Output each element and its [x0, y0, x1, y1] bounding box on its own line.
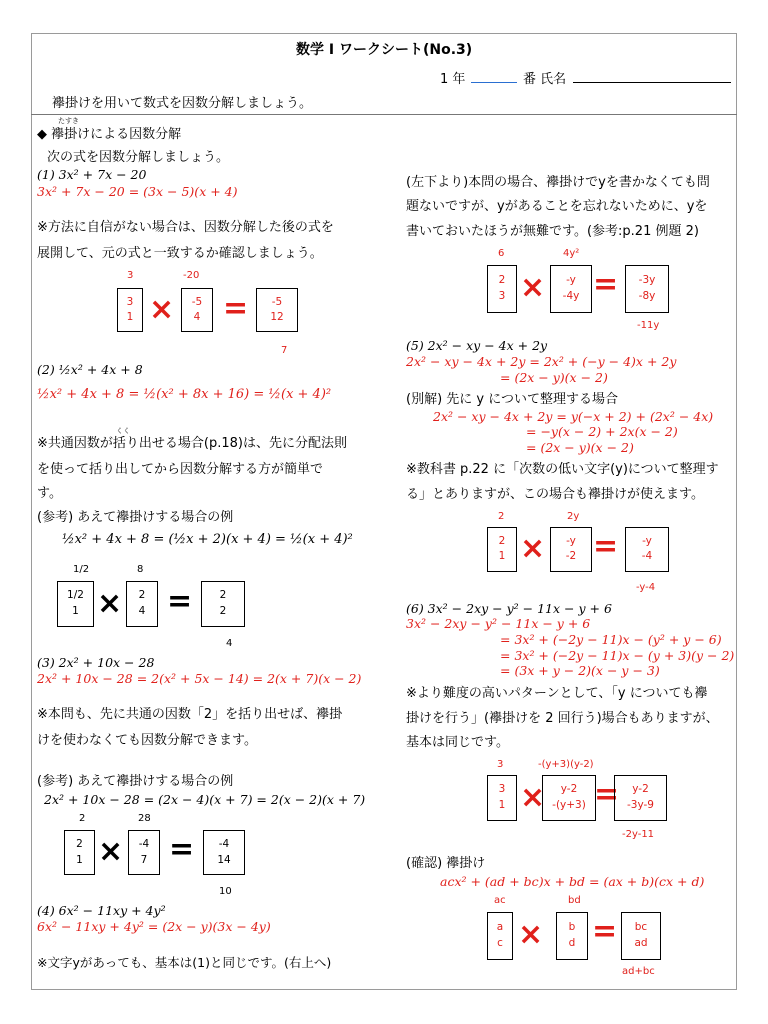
d3-top-right: 28 [138, 813, 151, 824]
reference-1-equation: ½x² + 4x + 8 = (½x + 2)(x + 4) = ½(x + 4)² [62, 532, 353, 547]
d3-times: × [98, 834, 124, 869]
year-label: 1 年 [440, 72, 466, 87]
d6-box-c: y-2 -3y-9 [614, 775, 667, 821]
note-5-line-2: る」とありますが、この場合も襷掛けが使えます。 [406, 487, 704, 502]
intro-text: 次の式を因数分解しましょう。 [47, 150, 230, 165]
d2-top-left: 1/2 [73, 564, 90, 575]
d3-box-a: 2 1 [64, 830, 95, 875]
year-blank [471, 82, 517, 83]
d5-times: × [520, 531, 546, 566]
d7-equals: = [592, 914, 618, 949]
alt-heading: (別解) 先に y について整理する場合 [406, 392, 618, 407]
problem-3: (3) 2x² + 10x − 28 [37, 655, 155, 670]
d6-box-a: 3 1 [487, 775, 517, 821]
answer-5-line-1: 2x² − xy − 4x + 2y = 2x² + (−y − 4)x + 2y [406, 354, 677, 369]
d5-bottom: -y-4 [636, 582, 656, 593]
reference-1-heading: (参考) あえて襷掛けする場合の例 [37, 510, 234, 525]
instruction: 襷掛けを用いて数式を因数分解しましょう。 [52, 96, 313, 111]
d7-box-c: bc ad [621, 912, 661, 960]
d4-box-c: -3y -8y [625, 265, 669, 313]
confirm-heading: (確認) 襷掛け [406, 856, 486, 871]
d3-box-c: -4 14 [203, 830, 245, 875]
d3-bottom: 10 [219, 886, 232, 897]
d7-box-b: b d [556, 912, 588, 960]
d4-box-b: -y -4y [550, 265, 592, 313]
d1-times: × [149, 292, 175, 327]
answer-3: 2x² + 10x − 28 = 2(x² + 5x − 14) = 2(x + 7)(x − 2) [37, 671, 362, 686]
note-6-line-2: 掛けを行う」(襷掛けを 2 回行う)場合もありますが、 [406, 711, 719, 726]
answer-5-line-2: = (2x − y)(x − 2) [500, 370, 608, 385]
d2-times: × [97, 586, 123, 621]
d6-top-right: -(y+3)(y-2) [538, 759, 594, 770]
d1-box-a: 3 1 [117, 288, 143, 332]
alt-line-3: = (2x − y)(x − 2) [526, 440, 634, 455]
d1-top-right: -20 [183, 270, 200, 281]
d5-box-a: 2 1 [487, 527, 517, 572]
d6-top-left: 3 [497, 759, 504, 770]
d5-top-right: 2y [567, 511, 580, 522]
note-2-line-2: を使って括り出してから因数分解する方が簡単で [37, 462, 324, 477]
answer-6-line-3: = 3x² + (−2y − 11)x − (y + 3)(y − 2) [500, 648, 735, 663]
note-2-line-3: す。 [37, 486, 62, 501]
d7-times: × [518, 917, 544, 952]
d2-box-b: 2 4 [126, 581, 158, 627]
confirm-equation: acx² + (ad + bc)x + bd = (ax + b)(cx + d) [440, 874, 705, 889]
d5-box-c: -y -4 [625, 527, 669, 572]
d1-box-c: -5 12 [256, 288, 298, 332]
d6-times: × [520, 780, 546, 815]
d4-bottom: -11y [637, 320, 660, 331]
cont-line-3: 書いておいたほうが無難です。(参考:p.21 例題 2) [406, 224, 699, 239]
answer-6-line-2: = 3x² + (−2y − 11)x − (y² + y − 6) [500, 632, 722, 647]
d4-box-a: 2 3 [487, 265, 517, 313]
problem-4: (4) 6x² − 11xy + 4y² [37, 903, 166, 918]
d1-bottom: 7 [281, 345, 288, 356]
problem-6: (6) 3x² − 2xy − y² − 11x − y + 6 [406, 601, 612, 616]
d2-box-c: 2 2 [201, 581, 245, 627]
note-1-line-1: ※方法に自信がない場合は、因数分解した後の式を [37, 220, 334, 235]
answer-1: 3x² + 7x − 20 = (3x − 5)(x + 4) [37, 184, 238, 199]
d7-bottom: ad+bc [622, 966, 655, 977]
note-3-line-2: けを使わなくても因数分解できます。 [37, 733, 257, 748]
d1-top-left: 3 [127, 270, 134, 281]
ruby-tasuki: たすき [58, 117, 79, 125]
problem-5: (5) 2x² − xy − 4x + 2y [406, 338, 548, 353]
page-title: 数学 I ワークシート(No.3) [296, 42, 473, 58]
header-divider [31, 114, 737, 115]
reference-2-equation: 2x² + 10x − 28 = (2x − 4)(x + 7) = 2(x − 2)(x + 7) [44, 792, 366, 807]
d4-top-right: 4y² [563, 248, 580, 259]
d6-bottom: -2y-11 [622, 829, 655, 840]
name-blank [573, 82, 731, 83]
problem-1: (1) 3x² + 7x − 20 [37, 167, 147, 182]
note-2-line-1: ※共通因数が括り出せる場合(p.18)は、先に分配法則 [37, 436, 347, 451]
note-5-line-1: ※教科書 p.22 に「次数の低い文字(y)について整理す [406, 462, 719, 477]
d5-top-left: 2 [498, 511, 505, 522]
section-heading: ◆ 襷掛けによる因数分解 [37, 127, 182, 142]
d3-box-b: -4 7 [128, 830, 160, 875]
d6-equals: = [594, 777, 620, 812]
name-label: 番 氏名 [523, 72, 567, 87]
problem-2: (2) ½x² + 4x + 8 [37, 362, 143, 377]
answer-6-line-4: = (3x + y − 2)(x − y − 3) [500, 663, 660, 678]
d7-box-a: a c [487, 912, 513, 960]
d2-bottom: 4 [226, 638, 233, 649]
note-4: ※文字yがあっても、基本は(1)と同じです。(右上へ) [37, 955, 332, 970]
alt-line-2: = −y(x − 2) + 2x(x − 2) [526, 424, 678, 439]
answer-2: ½x² + 4x + 8 = ½(x² + 8x + 16) = ½(x + 4)² [37, 387, 332, 402]
d4-equals: = [593, 267, 619, 302]
d2-box-a: 1/2 1 [57, 581, 94, 627]
alt-line-1: 2x² − xy − 4x + 2y = y(−x + 2) + (2x² − 4x) [433, 409, 714, 424]
d5-box-b: -y -2 [550, 527, 592, 572]
note-3-line-1: ※本問も、先に共通の因数「2」を括り出せば、襷掛 [37, 707, 343, 722]
d6-box-b: y-2 -(y+3) [542, 775, 596, 821]
ruby-kuku: くく [116, 427, 130, 435]
d4-times: × [520, 270, 546, 305]
d1-box-b: -5 4 [181, 288, 213, 332]
d7-top-right: bd [568, 895, 581, 906]
d3-equals: = [169, 832, 195, 867]
note-6-line-1: ※より難度の高いパターンとして、「y についても襷 [406, 686, 708, 701]
d5-equals: = [593, 529, 619, 564]
reference-2-heading: (参考) あえて襷掛けする場合の例 [37, 774, 234, 789]
answer-6-line-1: 3x² − 2xy − y² − 11x − y + 6 [406, 616, 591, 631]
cont-line-2: 題ないですが、yがあることを忘れないために、yを [406, 199, 708, 214]
d3-top-left: 2 [79, 813, 86, 824]
d1-equals: = [223, 291, 249, 326]
d4-top-left: 6 [498, 248, 505, 259]
note-6-line-3: 基本は同じです。 [406, 735, 509, 750]
cont-line-1: (左下より)本問の場合、襷掛けでyを書かなくても問 [406, 175, 710, 190]
note-1-line-2: 展開して、元の式と一致するか確認しましょう。 [37, 246, 323, 261]
d2-equals: = [167, 584, 193, 619]
answer-4: 6x² − 11xy + 4y² = (2x − y)(3x − 4y) [37, 919, 271, 934]
d7-top-left: ac [494, 895, 506, 906]
d2-top-right: 8 [137, 564, 144, 575]
